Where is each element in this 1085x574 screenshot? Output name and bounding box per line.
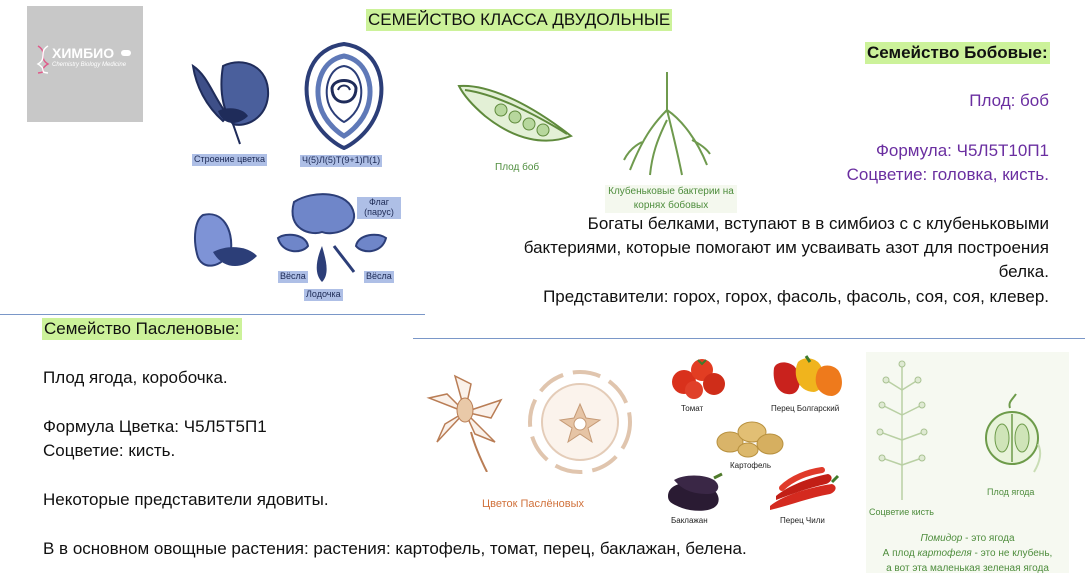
potato-image (714, 416, 786, 460)
legume-flower-front-image (193, 210, 261, 276)
label-oar-right: Вёсла (366, 271, 392, 281)
nightshade-flower-image (425, 372, 507, 472)
legume-description-line-2: бактериями, которые помогают им усваивать азот для построения (523, 238, 1049, 257)
divider-right (413, 338, 1085, 339)
berry-image (982, 392, 1046, 482)
legume-formula: Формула: Ч5Л5Т10П1 (875, 141, 1049, 160)
logo-pill (121, 50, 131, 56)
chili-pepper-image (762, 466, 842, 514)
label-bacteria-text: Клубеньковые бактерии на корнях бобовых (608, 186, 734, 211)
raceme-image (872, 360, 932, 504)
note-line-1-rest: - это ягода (962, 533, 1015, 544)
root-nodules-image (622, 70, 712, 180)
label-chili: Перец Чили (780, 516, 825, 525)
legume-floral-diagram-image (298, 40, 390, 150)
nightshade-formula: Формула Цветка: Ч5Л5Т5П1 (43, 417, 267, 436)
label-flag (357, 197, 401, 219)
label-flower-structure: Строение цветка (194, 154, 265, 164)
label-oar-left: Вёсла (280, 271, 306, 281)
label-bacteria (605, 185, 737, 213)
logo-tagline: Chemistry Biology Medicine (52, 62, 127, 68)
legume-representatives: Представители: горох, горох, фасоль, фасоль, соя, соя, клевер. (543, 287, 1049, 306)
nightshade-vegetables: В в основном овощные растения: растения: картофель, томат, перец, баклажан, белена. (43, 539, 747, 558)
note-line-2-rest: - это не клубень, (971, 548, 1053, 559)
label-tomato: Томат (681, 404, 704, 413)
nightshade-poisonous: Некоторые представители ядовиты. (43, 490, 329, 509)
nightshade-floral-diagram-image (520, 368, 640, 478)
dna-icon (36, 44, 50, 74)
eggplant-image (664, 470, 726, 514)
legume-description-line-1: Богаты белками, вступают в в симбиоз с с клубеньковыми (587, 214, 1049, 233)
note-line-2 (866, 548, 1069, 559)
label-bell-pepper: Перец Болгарский (771, 404, 840, 413)
label-formula-diagram: Ч(5)Л(5)Т(9+1)П(1) (302, 155, 381, 165)
label-boat: Лодочка (306, 289, 341, 299)
nightshade-heading: Семейство Пасленовые: (44, 319, 240, 338)
nightshade-inflorescence: Соцветие: кисть. (43, 441, 176, 460)
legume-fruit: Плод: боб (969, 91, 1049, 110)
note-line-1 (866, 533, 1069, 544)
label-eggplant: Баклажан (671, 516, 708, 525)
note-italic-potato: картофеля (917, 548, 972, 559)
note-italic-tomato: Помидор (920, 533, 963, 544)
logo-brand: ХИМБИО (52, 45, 115, 61)
pea-pod-image (455, 80, 577, 150)
tomato-image (664, 352, 732, 400)
label-nightshade-flower: Цветок Паслёновых (482, 498, 585, 510)
legume-inflorescence: Соцветие: головка, кисть. (846, 165, 1049, 184)
note-line-2-a: А плод (882, 548, 918, 559)
bell-pepper-image (768, 352, 848, 400)
legume-description-line-3: белка. (998, 262, 1049, 281)
label-berry: Плод ягода (987, 487, 1035, 497)
nightshade-fruit: Плод ягода, коробочка. (43, 368, 228, 387)
page-title: СЕМЕЙСТВО КЛАССА ДВУДОЛЬНЫЕ (368, 10, 671, 29)
note-line-3: а вот эта маленькая зеленая ягода (886, 563, 1049, 574)
label-raceme: Соцветие кисть (869, 507, 934, 517)
legume-flower-side-image (188, 56, 273, 146)
legume-heading: Семейство Бобовые: (867, 43, 1048, 62)
label-potato: Картофель (730, 461, 772, 470)
label-flag-text: Флаг (парус) (364, 197, 394, 217)
logo (27, 6, 143, 122)
divider-left (0, 314, 425, 315)
label-pod: Плод боб (495, 162, 540, 173)
